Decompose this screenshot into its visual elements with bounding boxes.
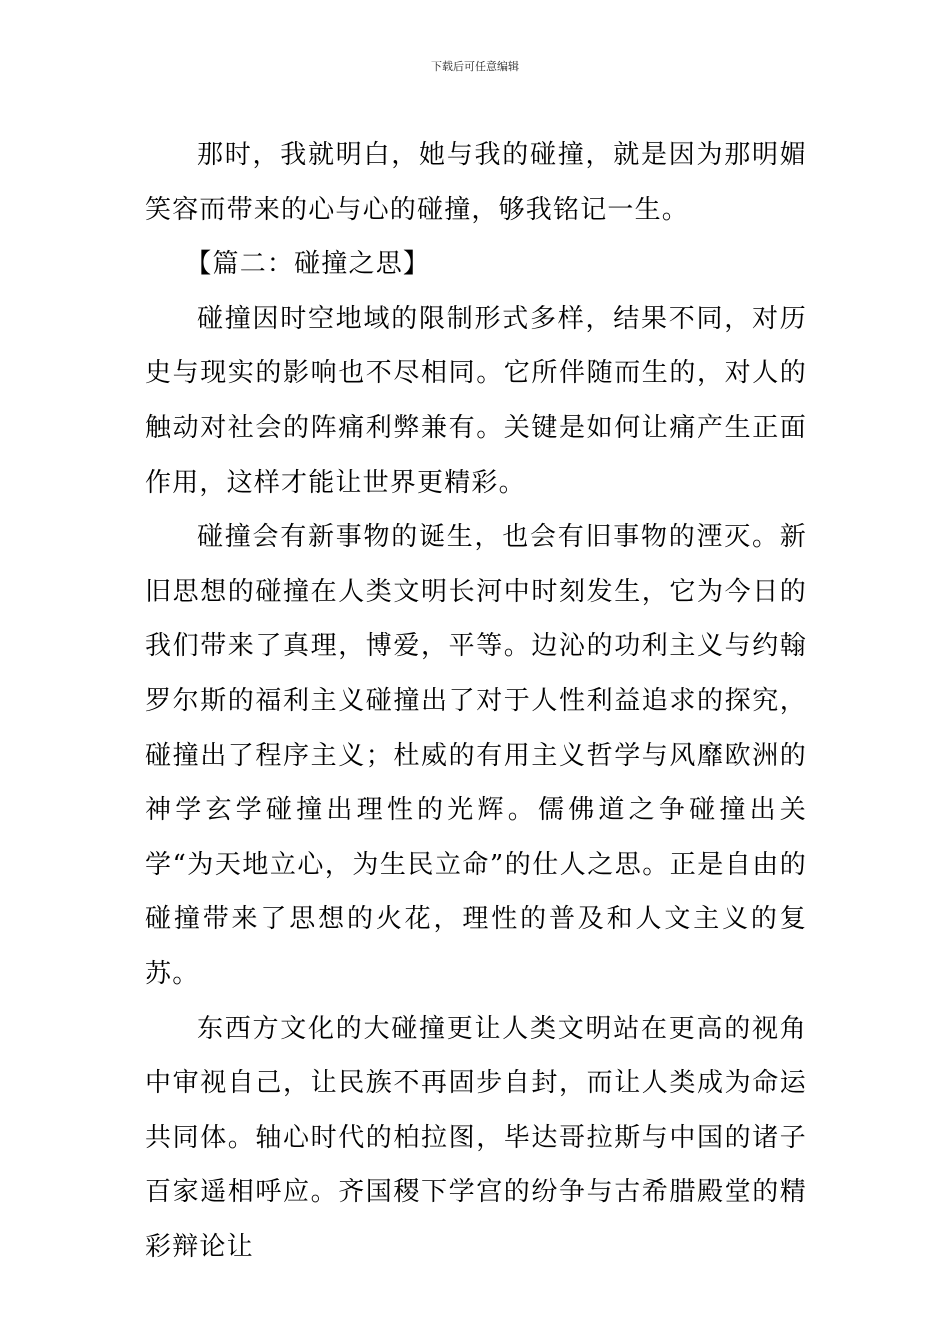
section-heading: 【篇二：碰撞之思】 [185,249,431,280]
paragraph-3: 碰撞会有新事物的诞生，也会有旧事物的湮灭。新旧思想的碰撞在人类文明长河中时刻发生，它为今日的我们带来了真理，博爱，平等。边沁的功利主义与约翰罗尔斯的福利主义碰撞出了对于人性利益追求的探究，碰撞出了程序主义；杜威的有用主义哲学与风靡欧洲的神学玄学碰撞出理性的光辉。儒佛道之争碰撞出关学“为天地立心，为生民立命”的仕人之思。正是自由的碰撞带来了思想的火花，理性的普及和人文主义的复苏。 [145,522,807,989]
page-header: 下载后可任意编辑 [431,60,519,73]
document-body [145,128,807,1274]
paragraph-2: 碰撞因时空地域的限制形式多样，结果不同，对历史与现实的影响也不尽相同。它所伴随而生的，对人的触动对社会的阵痛利弊兼有。关键是如何让痛产生正面作用，这样才能让世界更精彩。 [145,303,807,498]
paragraph-4: 东西方文化的大碰撞更让人类文明站在更高的视角中审视自己，让民族不再固步自封，而让人类成为命运共同体。轴心时代的柏拉图，毕达哥拉斯与中国的诸子百家遥相呼应。齐国稷下学宫的纷争与古希腊殿堂的精彩辩论让 [145,1013,807,1262]
paragraph-1: 那时，我就明白，她与我的碰撞，就是因为那明媚笑容而带来的心与心的碰撞，够我铭记一生。 [145,140,807,225]
